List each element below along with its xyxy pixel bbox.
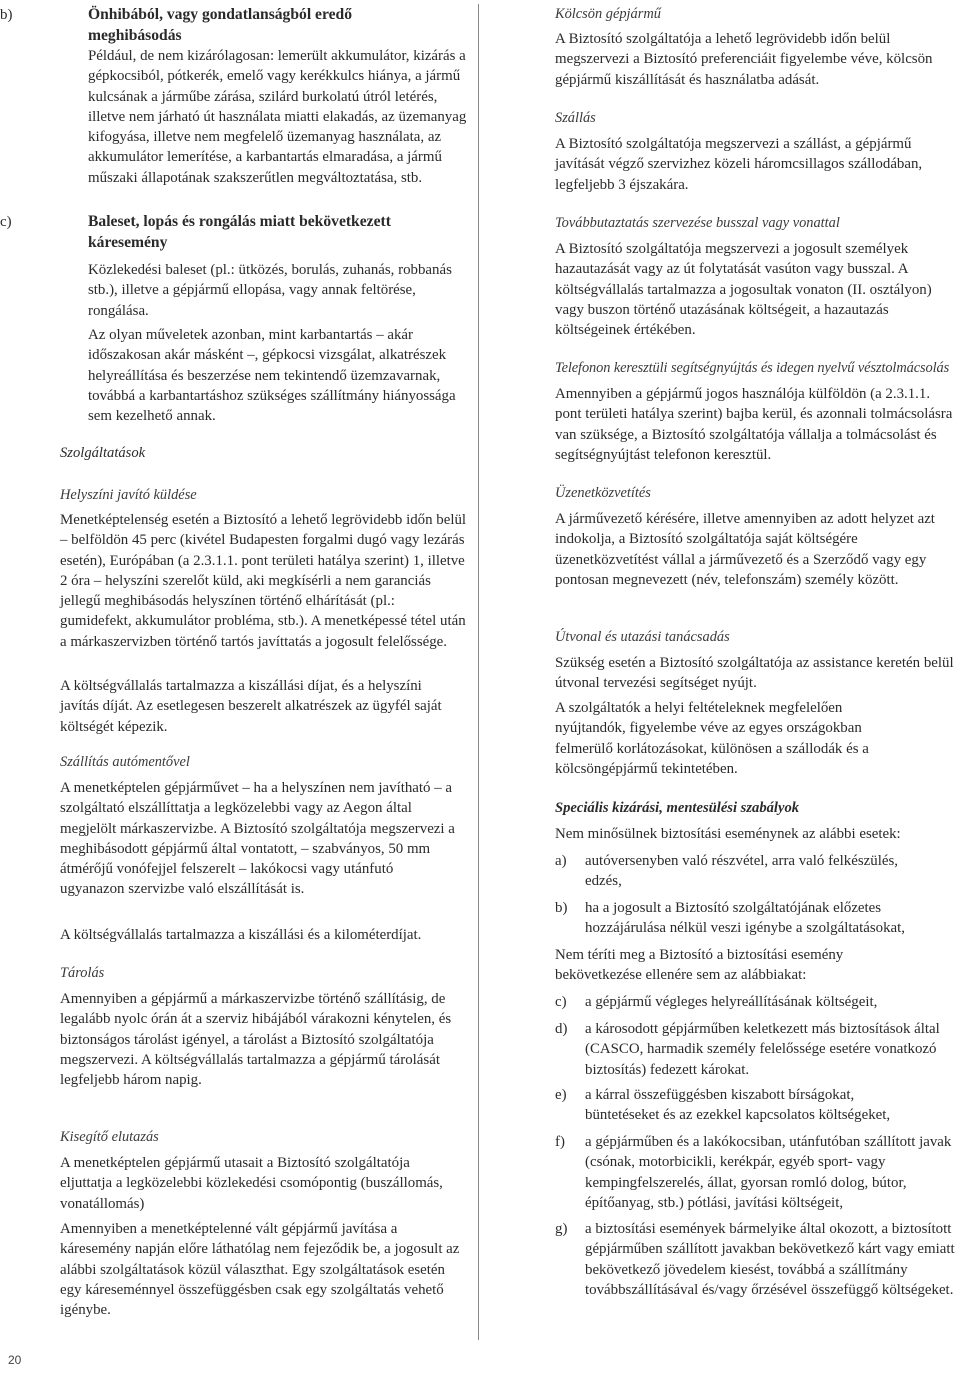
towing-heading: Szállítás autómentővel	[60, 754, 190, 770]
onsite-paragraph-2: A költségvállalás tartalmazza a kiszállási díjat, és a helyszíni javítás díját. Az esetlegesen beszerelt alkatrészek az ügyfél saját költségét képezik.	[60, 678, 442, 735]
item-b-title: Önhibából, vagy gondatlanságból eredő meghibásodás	[88, 6, 353, 44]
exclusion-marker-g: g)	[555, 1221, 568, 1237]
onward-heading: Továbbutaztatás szervezése busszal vagy vonattal	[555, 215, 840, 231]
exclusion-c: a gépjármű végleges helyreállításának költségeit,	[585, 994, 878, 1010]
exclusion-marker-e: e)	[555, 1087, 567, 1103]
route-paragraph-2: A szolgáltatók a helyi feltételeknek megfelelően nyújtandók, figyelembe véve az egyes országokban felmerülő korlátozásokat, különösen a szállodák és a kölcsöngépjármű tekintetében.	[555, 700, 869, 777]
towing-paragraph-2: A költségvállalás tartalmazza a kiszállási és a kilométerdíjat.	[60, 927, 422, 943]
exclusion-marker-f: f)	[555, 1134, 565, 1150]
exclusion-g: a biztosítási események bármelyike által okozott, a biztosított gépjárműben szállított javakban bekövetkező kárt vagy emiatt bekövetkező jövedelem kiesést, továbbá a szállítmány továbbszállításával és/vagy őrzésével összefüggő költségeket.	[585, 1221, 955, 1298]
exclusion-marker-a: a)	[555, 853, 567, 869]
page-number: 20	[8, 1353, 22, 1367]
route-heading: Útvonal és utazási tanácsadás	[555, 629, 730, 645]
item-marker-b: b)	[0, 7, 13, 23]
item-c-title: Baleset, lopás és rongálás miatt bekövetkezett káresemény	[88, 213, 391, 251]
phone-heading: Telefonon keresztüli segítségnyújtás és idegen nyelvű vésztolmácsolás	[555, 360, 950, 376]
item-b-body: Például, de nem kizárólagosan: lemerült akkumulátor, kizárás a gépkocsiból, pótkerék, emelő vagy kerékkulcs hiánya, a jármű kulcsának a járműbe zárása, szilárd burkolatú útról letérés, illetve nem járható út használata miatti elakadás, az üzemanyag kifogyása, illetve nem megfelelő üzemanyag használata, az akkumulátor lemerítése, a karbantartás elmaradása, a jármű műszaki állapotának szakszerűtlen megváltoztatása, stb.	[88, 48, 467, 186]
exclusion-b: ha a jogosult a Biztosító szolgáltatójának előzetes hozzájárulása nélkül veszi igénybe a szolgáltatásokat,	[585, 900, 906, 937]
exclusion-e: a kárral összefüggésben kiszabott bírságokat, büntetéseket és az ezekkel kapcsolatos költségeket,	[585, 1087, 891, 1124]
special-intro: Nem minősülnek biztosítási eseménynek az alábbi esetek:	[555, 826, 901, 842]
onsite-heading: Helyszíni javító küldése	[60, 487, 197, 503]
item-c-body-1: Közlekedési baleset (pl.: ütközés, borulás, zuhanás, robbanás stb.), illetve a gépjármű ellopása, vagy annak feltörése, rongálása.	[88, 262, 452, 319]
column-divider	[478, 4, 479, 1340]
hotel-paragraph-1: A Biztosító szolgáltatója megszervezi a szállást, a gépjármű javítását végző szervizhez közeli háromcsillagos szállodában, legfeljebb 3 éjszakára.	[555, 136, 923, 193]
onward-paragraph-1: A Biztosító szolgáltatója megszervezi a jogosult személyek hazautazását vagy az út folytatását vasúton vagy busszal. A költségvállalás tartalmazza a jogosultak vonaton (II. osztályon) vagy buszon történő utazásának költségeit, a hazautazás költségeinek értékében.	[555, 241, 932, 339]
phone-paragraph-1: Amennyiben a gépjármű jogos használója külföldön (a 2.3.1.1. pont területi hatálya szerint) bajba kerül, és azonnali tolmácsolásra van szüksége, a Biztosító szolgáltatója vállalja a tolmácsolást és segítségnyújtást telefonon keresztül.	[555, 386, 953, 463]
storage-heading: Tárolás	[60, 965, 105, 981]
travel-paragraph-1: A menetképtelen gépjármű utasait a Biztosító szolgáltatója eljuttatja a legközelebbi közlekedési csomópontig (buszállomás, vonatállomás)	[60, 1155, 443, 1212]
item-c-body-2: Az olyan műveletek azonban, mint karbantartás – akár időszakosan akár másként –, gépkocsi vizsgálat, alkatrészek helyreállítása és beszerzése nem tekintendő üzemzavarnak, továbbá a karbantartáshoz szükséges szállítmány hiányossága sem kezelhető annak.	[88, 327, 456, 425]
hotel-heading: Szállás	[555, 110, 596, 126]
rental-heading: Kölcsön gépjármű	[555, 6, 661, 22]
exclusion-marker-c: c)	[555, 994, 567, 1010]
message-heading: Üzenetközvetítés	[555, 485, 651, 501]
exclusion-marker-d: d)	[555, 1021, 568, 1037]
exclusion-f: a gépjárműben és a lakókocsiban, utánfutóban szállított javak (csónak, motorbicikli, kerékpár, egyéb sport- vagy kempingfelszerelés, állat, gyorsan romló dolog, bútor, építőanyag, stb.) pótlási, javítási költségeit,	[585, 1134, 952, 1211]
special-heading: Speciális kizárási, mentesülési szabályok	[555, 800, 800, 816]
route-paragraph-1: Szükség esetén a Biztosító szolgáltatója az assistance keretén belül útvonal tervezési segítséget nyújt.	[555, 655, 954, 692]
services-heading: Szolgáltatások	[60, 445, 146, 461]
item-marker-c: c)	[0, 214, 12, 230]
special-intro-2: Nem téríti meg a Biztosító a biztosítási esemény bekövetkezése ellenére sem az alábbiakat:	[555, 947, 844, 984]
onsite-paragraph-1: Menetképtelenség esetén a Biztosító a lehető legrövidebb időn belül – belföldön 45 perc (kivétel Budapesten forgalmi dugó vagy lezárás esetén), Európában (a 2.3.1.1. pont területi hatálya szerint) 1, illetve 2 óra – helyszíni szerelőt küld, aki megkísérli a nem garanciás jellegű meghibásodás helyszínen történő elhárítását (pl.: gumidefekt, akkumulátor probléma, stb.). A menetképessé tétel után a márkaszervizben történő tartós javíttatás a jogosult felelőssége.	[60, 512, 467, 650]
rental-paragraph-1: A Biztosító szolgáltatója a lehető legrövidebb időn belül megszervezi a Biztosító preferenciáit figyelembe véve, kölcsön gépjármű kiszállítását és használatba adását.	[555, 31, 933, 88]
travel-heading: Kisegítő elutazás	[60, 1129, 159, 1145]
storage-paragraph-1: Amennyiben a gépjármű a márkaszervizbe történő szállításig, de legalább nyolc órán át a szerviz hibájából várakozni kénytelen, és biztonságos tárolást igényel, a tárolást a Biztosító szolgáltatója megszervezi. A költségvállalás tartalmazza a gépjármű tárolását legfeljebb három napig.	[60, 991, 452, 1089]
exclusion-d: a károsodott gépjárműben keletkezett más biztosítások által (CASCO, harmadik személy felelőssége esetére vonatkozó biztosítás) fedezett károkat.	[585, 1021, 940, 1078]
towing-paragraph-1: A menetképtelen gépjárművet – ha a helyszínen nem javítható – a szolgáltató elszállíttatja a legközelebbi vagy az Aegon által megjelölt márkaszervizbe. A Biztosító szolgáltatója megszervezi a meghibásodott gépjármű által vontatott, – szabványos, 50 mm átmérőjű vonófejjel felszerelt – lakókocsi vagy utánfutó ugyanazon szervizbe való elszállítását is.	[60, 780, 455, 898]
exclusion-a: autóversenyben való részvétel, arra való felkészülés, edzés,	[585, 853, 898, 890]
travel-paragraph-2: Amennyiben a menetképtelenné vált gépjármű javítása a káresemény napján előre láthatólag nem fejeződik be, a jogosult az alábbi szolgáltatások közül választhat. Egy szolgáltatások esetén egy káreseménnyel összefüggésben csak egy szolgáltatás vehető igénybe.	[60, 1221, 460, 1319]
exclusion-marker-b: b)	[555, 900, 568, 916]
message-paragraph-1: A járművezető kérésére, illetve amennyiben az adott helyzet azt indokolja, a Biztosító szolgáltatója saját költségére üzenetközvetítést vállal a járművezető és a Szerződő vagy egy pontosan megnevezett (név, telefonszám) személy között.	[555, 511, 935, 588]
